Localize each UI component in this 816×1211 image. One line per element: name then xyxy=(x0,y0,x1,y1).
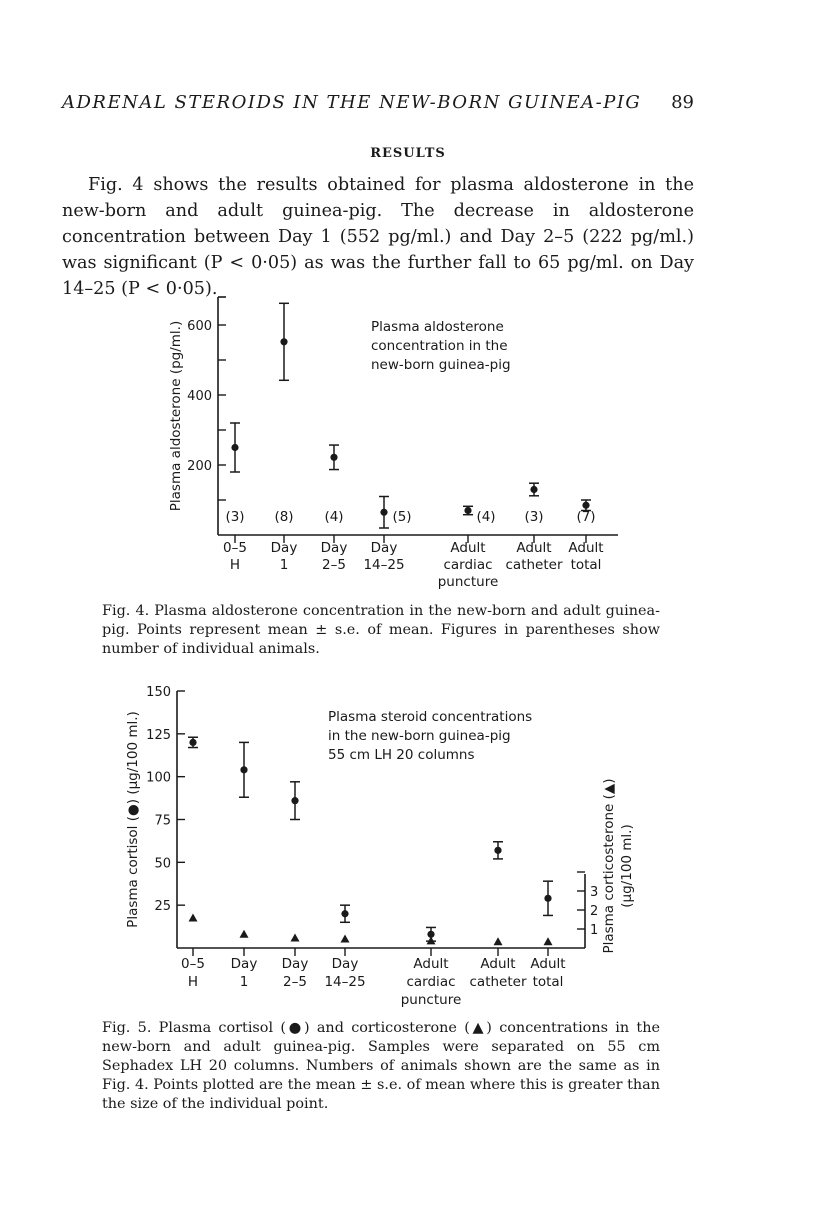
figure-4-chart xyxy=(150,285,650,600)
sample-count-label: (5) xyxy=(392,509,412,525)
running-title: ADRENAL STEROIDS IN THE NEW-BORN GUINEA-PIG xyxy=(62,92,642,113)
corticosterone-point xyxy=(240,930,249,938)
sample-count-label: (7) xyxy=(576,509,596,525)
chart-title-line: 55 cm LH 20 columns xyxy=(328,747,475,763)
running-header xyxy=(62,92,694,116)
y-tick-label: 200 xyxy=(187,459,212,474)
x-tick-label: catheter xyxy=(469,974,527,990)
figure-5-caption: Fig. 5. Plasma cortisol (●) and corticosterone (▲) concentrations in the new-born and adult guinea-pig. Samples were separated on 55 cm Sephadex LH 20 columns. Numbers of animals shown are the same as in Fig. 4. Points plotted are the mean ± s.e. of mean where this is greater than the size of the individual point. xyxy=(102,1020,660,1112)
x-tick-label: 2–5 xyxy=(283,974,307,990)
right-y-tick-label: 2 xyxy=(590,904,599,919)
x-tick-label: 2–5 xyxy=(322,557,346,573)
y-tick-label: 125 xyxy=(146,727,171,743)
chart-title-line: concentration in the xyxy=(371,338,508,354)
x-tick-label: catheter xyxy=(505,557,563,573)
x-tick-label: total xyxy=(532,974,564,990)
x-tick-label: Adult xyxy=(568,540,604,556)
x-tick-label: cardiac xyxy=(443,557,493,573)
x-tick-label: Adult xyxy=(450,540,486,556)
y-axis-label: Plasma aldosterone (pg/ml.) xyxy=(168,320,184,512)
corticosterone-point xyxy=(291,934,300,942)
cortisol-point xyxy=(189,739,196,746)
sample-count-label: (3) xyxy=(524,509,544,525)
data-point xyxy=(380,509,387,516)
chart-title-line: Plasma steroid concentrations xyxy=(328,709,533,725)
x-tick-label: Day xyxy=(281,956,309,972)
corticosterone-point xyxy=(341,934,350,942)
x-tick-label: 1 xyxy=(279,557,289,573)
body-paragraph: Fig. 4 shows the results obtained for plasma aldosterone in the new-born and adult guinea-pig. The decrease in aldosterone concentration between Day 1 (552 pg/ml.) and Day 2–5 (222 pg/ml.) was significant (P < 0·05) as was the further fall to 65 pg/ml. on Day 14–25 (P < 0·05). xyxy=(62,175,694,299)
sample-count-label: (8) xyxy=(274,509,294,525)
chart-title-line: Plasma aldosterone xyxy=(371,319,504,335)
x-tick-label: Day xyxy=(320,540,348,556)
sample-count-label: (4) xyxy=(324,509,344,525)
x-tick-label: Day xyxy=(331,956,359,972)
right-y-axis-label: Plasma corticosterone (▲) xyxy=(601,778,617,954)
x-tick-label: H xyxy=(229,557,241,573)
x-tick-label: Day xyxy=(370,540,398,556)
x-tick-label: Adult xyxy=(516,540,552,556)
x-tick-label: 0–5 xyxy=(223,540,247,556)
cortisol-point xyxy=(240,766,247,773)
x-tick-label: Day xyxy=(270,540,298,556)
corticosterone-point xyxy=(544,937,553,945)
section-heading: RESULTS xyxy=(370,146,446,161)
figure-4-caption: Fig. 4. Plasma aldosterone concentration in the new-born and adult guinea-pig. Points represent mean ± s.e. of mean. Figures in parentheses show number of individual animals. xyxy=(102,603,660,657)
chart-title-line: in the new-born guinea-pig xyxy=(328,728,511,744)
y-tick-label: 600 xyxy=(187,319,212,334)
data-point xyxy=(330,454,337,461)
cortisol-point xyxy=(341,910,348,917)
corticosterone-point xyxy=(494,937,503,945)
data-point xyxy=(582,502,589,509)
y-tick-label: 150 xyxy=(146,685,171,700)
y-tick-label: 400 xyxy=(187,389,212,404)
sample-count-label: (4) xyxy=(476,509,496,525)
cortisol-point xyxy=(291,797,298,804)
figure-5-chart xyxy=(115,676,655,1012)
y-axis-label: Plasma cortisol (●) (µg/100 ml.) xyxy=(125,711,141,928)
cortisol-point xyxy=(494,847,501,854)
x-tick-label: H xyxy=(187,974,199,990)
data-point xyxy=(530,486,537,493)
x-tick-label: 1 xyxy=(239,974,249,990)
x-tick-label: 14–25 xyxy=(363,557,405,573)
x-tick-label: total xyxy=(570,557,602,573)
cortisol-point xyxy=(544,895,551,902)
corticosterone-point xyxy=(189,914,198,922)
x-tick-label: Adult xyxy=(480,956,516,972)
page-number: 89 xyxy=(671,92,694,113)
x-tick-label: Adult xyxy=(413,956,449,972)
y-tick-label: 50 xyxy=(154,856,171,872)
right-y-axis-label: (µg/100 ml.) xyxy=(619,824,635,908)
x-tick-label: Adult xyxy=(530,956,566,972)
x-tick-label: cardiac xyxy=(406,974,456,990)
y-tick-label: 25 xyxy=(154,899,171,915)
sample-count-label: (3) xyxy=(225,509,245,525)
body-text xyxy=(62,172,694,302)
data-point xyxy=(231,444,238,451)
x-tick-label: 0–5 xyxy=(181,956,205,972)
x-tick-label: Day xyxy=(230,956,258,972)
x-tick-label: puncture xyxy=(437,574,499,590)
right-y-tick-label: 3 xyxy=(590,885,599,900)
x-tick-label: puncture xyxy=(400,992,462,1008)
chart-title-line: new-born guinea-pig xyxy=(371,357,511,373)
right-y-tick-label: 1 xyxy=(590,923,599,938)
y-tick-label: 100 xyxy=(146,770,171,786)
x-tick-label: 14–25 xyxy=(324,974,366,990)
data-point xyxy=(464,507,471,514)
corticosterone-point xyxy=(427,936,436,944)
data-point xyxy=(280,338,287,345)
y-tick-label: 75 xyxy=(154,813,171,829)
